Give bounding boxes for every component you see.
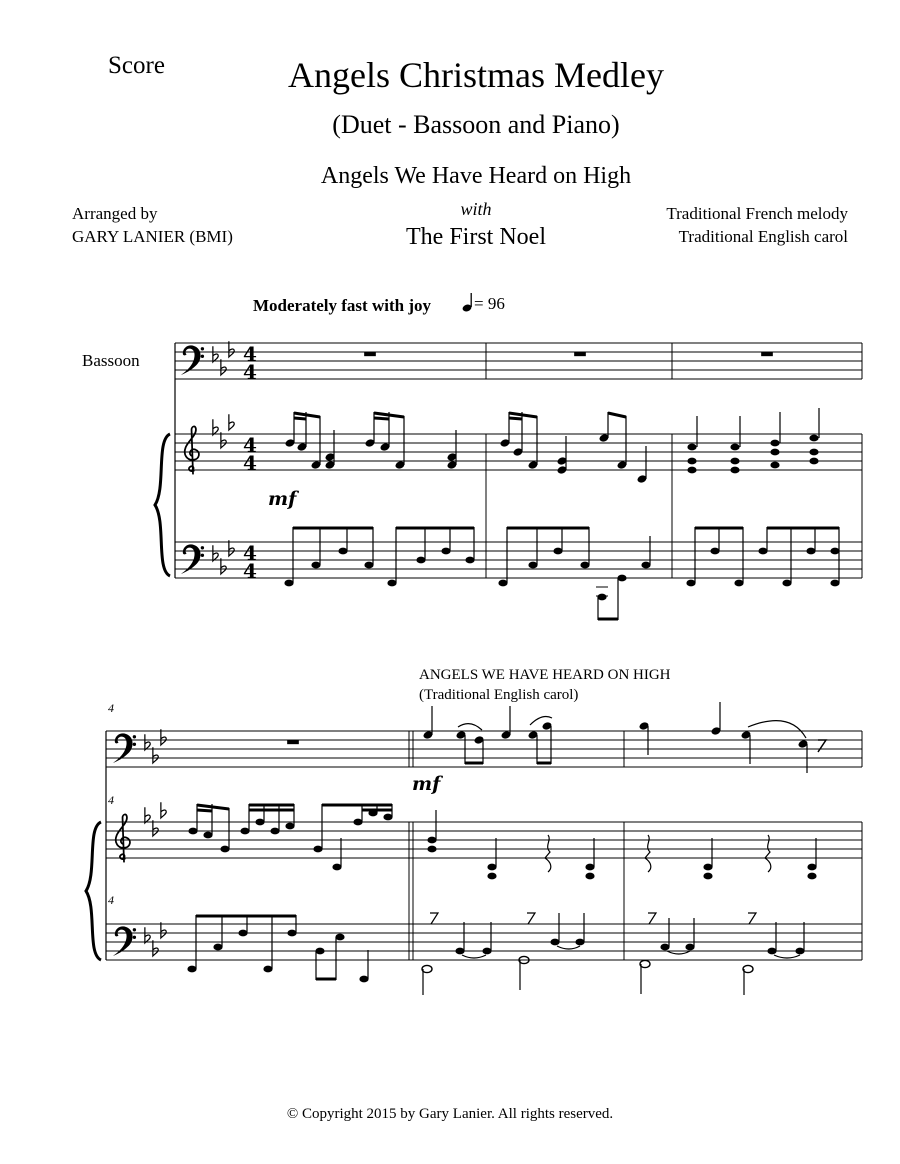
svg-text:4: 4 — [108, 793, 114, 807]
svg-text:4: 4 — [108, 893, 114, 907]
time-sig-bottom: 4 — [243, 360, 257, 384]
arranged-by-label: Arranged by — [72, 204, 158, 223]
arranger-name: GARY LANIER (BMI) — [72, 227, 233, 246]
dynamic-mark: mf — [412, 773, 441, 795]
tempo-text: Moderately fast with joy — [253, 296, 431, 315]
whole-rest-icon — [761, 352, 773, 356]
system-one — [155, 341, 862, 620]
credit-carol: Traditional English carol — [678, 227, 848, 246]
piece-subtitle: (Duet - Bassoon and Piano) — [332, 110, 620, 139]
svg-text:4: 4 — [243, 541, 257, 565]
credit-melody: Traditional French melody — [666, 204, 848, 223]
piano-bass-staff-1 — [175, 527, 862, 620]
bassoon-staff-2 — [106, 702, 862, 795]
score-label: Score — [108, 52, 165, 79]
section-subtitle: (Traditional English carol) — [419, 687, 579, 703]
piano-bass-staff-2 — [106, 913, 862, 995]
whole-rest-icon — [364, 352, 376, 356]
dynamic-mark: mf — [268, 488, 297, 510]
whole-rest-icon — [574, 352, 586, 356]
time-sig-top: 4 — [243, 342, 257, 366]
piano-brace — [155, 434, 170, 576]
section-title: ANGELS WE HAVE HEARD ON HIGH — [419, 667, 671, 683]
whole-rest-icon — [287, 740, 299, 744]
song-one-title: Angels We Have Heard on High — [320, 163, 632, 189]
bass-clef-icon — [181, 345, 204, 375]
system-two — [86, 701, 862, 995]
measure-number: 4 — [108, 701, 114, 715]
svg-text:4: 4 — [243, 451, 257, 475]
tempo-bpm: = 96 — [474, 294, 505, 313]
song-two-title: The First Noel — [406, 224, 546, 250]
svg-text:4: 4 — [243, 433, 257, 457]
bassoon-staff-1 — [175, 341, 862, 384]
svg-text:4: 4 — [243, 559, 257, 583]
with-label: with — [460, 199, 492, 219]
piano-treble-staff-2 — [106, 802, 862, 960]
instrument-label: Bassoon — [82, 351, 140, 370]
piece-title: Angels Christmas Medley — [288, 55, 664, 95]
copyright-notice: © Copyright 2015 by Gary Lanier. All rights reserved. — [286, 1106, 614, 1122]
